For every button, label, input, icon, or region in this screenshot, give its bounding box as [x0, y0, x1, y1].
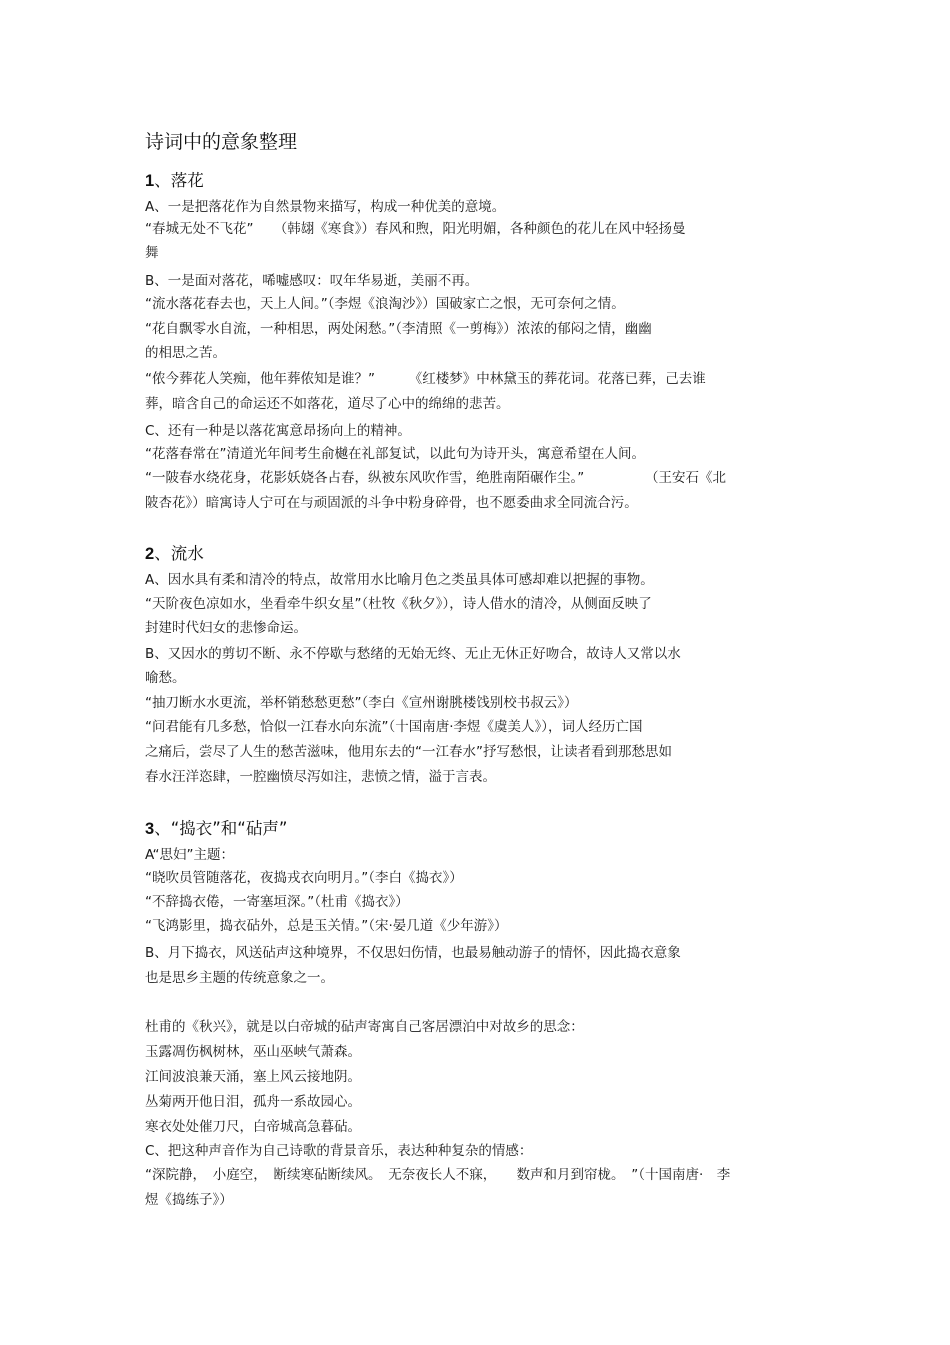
text-line: “流水落花春去也，天上人间。”（李煜《浪淘沙》）国破家亡之恨，无可奈何之情。: [145, 296, 625, 312]
text-line: “抽刀断水水更流，举杯销愁愁更愁”（李白《宣州谢朓楼饯别校书叔云》）: [145, 695, 578, 711]
text-line: B、一是面对落花，唏嘘感叹：叹年华易逝，美丽不再。: [145, 273, 479, 289]
text-line: “花落春常在”清道光年间考生俞樾在礼部复试，以此句为诗开头，寓意希望在人间。: [145, 446, 645, 462]
text-line: 煜《捣练子》）: [145, 1192, 233, 1208]
text-line: “不辞捣衣倦，一寄塞垣深。”（杜甫《捣衣》）: [145, 894, 409, 910]
text-line: 陂杏花》）暗寓诗人宁可在与顽固派的斗争中粉身碎骨，也不愿委曲求全同流合污。: [145, 495, 638, 511]
poem-line: 丛菊两开他日泪，孤舟一系故园心。: [145, 1094, 361, 1110]
text-line: “花自飘零水自流，一种相思，两处闲愁。”（李清照《一剪梅》）浓浓的郁闷之情，幽幽: [145, 321, 652, 337]
text-line: 喻愁。: [145, 670, 186, 686]
text-line: “春城无处不飞花” （韩翃《寒食》）春风和煦，阳光明媚，各种颜色的花儿在风中轻扬曼: [145, 221, 686, 237]
poem-line: 玉露凋伤枫树林，巫山巫峡气萧森。: [145, 1044, 361, 1060]
text-line: 春水汪洋恣肆，一腔幽愤尽泻如注，悲愤之情，溢于言表。: [145, 769, 496, 785]
section-heading-1: [145, 170, 204, 192]
text-line: “侬今葬花人笑痴，他年葬侬知是谁？” 《红楼梦》中林黛玉的葬花词。花落已葬，己去谁: [145, 371, 706, 387]
text-line: “深院静， 小庭空， 断续寒砧断续风。 无奈夜长人不寐， 数声和月到帘栊。 ”（十国南唐· 李: [145, 1167, 731, 1183]
text-line: B、又因水的剪切不断、永不停歇与愁绪的无始无终、无止无休正好吻合，故诗人又常以水: [145, 646, 681, 662]
poem-line: 寒衣处处催刀尺，白帝城高急暮砧。: [145, 1119, 361, 1135]
section-number: 1: [145, 172, 155, 190]
text-line: 的相思之苦。: [145, 345, 226, 361]
text-line: “一陂春水绕花身，花影妖娆各占春，纵被东风吹作雪，绝胜南陌碾作尘。” （王安石《北: [145, 470, 726, 486]
text-line: 杜甫的《秋兴》，就是以白帝城的砧声寄寓自己客居漂泊中对故乡的思念：: [145, 1019, 584, 1035]
text-line: 封建时代妇女的悲惨命运。: [145, 620, 307, 636]
section-number: 3: [145, 820, 155, 838]
section-heading-2: [145, 543, 204, 565]
section-title: 、流水: [154, 544, 204, 563]
text-line: “问君能有几多愁，恰似一江春水向东流”（十国南唐·李煜《虞美人》），词人经历亡国: [145, 719, 643, 735]
text-line: C、还有一种是以落花寓意昂扬向上的精神。: [145, 423, 411, 439]
section-heading-3: [145, 818, 287, 840]
text-line: “飞鸿影里，捣衣砧外，总是玉关情。”（宋·晏几道《少年游》）: [145, 918, 508, 934]
text-line: 之痛后，尝尽了人生的愁苦滋味，他用东去的“一江春水”抒写愁恨，让读者看到那愁思如: [145, 744, 672, 760]
text-line: C、把这种声音作为自己诗歌的背景音乐，表达种种复杂的情感：: [145, 1143, 533, 1159]
section-title: 、“捣衣”和“砧声”: [154, 819, 288, 838]
text-line: A“思妇”主题：: [145, 847, 234, 863]
text-line: A、一是把落花作为自然景物来描写，构成一种优美的意境。: [145, 199, 506, 215]
text-line: 也是思乡主题的传统意象之一。: [145, 970, 334, 986]
poem-line: 江间波浪兼天涌，塞上风云接地阴。: [145, 1069, 361, 1085]
text-line: 舞: [145, 245, 159, 261]
section-title: 、落花: [154, 171, 204, 190]
text-line: “天阶夜色凉如水，坐看牵牛织女星”（杜牧《秋夕》），诗人借水的清冷，从侧面反映了: [145, 596, 652, 612]
text-line: 葬，暗含自己的命运还不如落花，道尽了心中的绵绵的悲苦。: [145, 396, 510, 412]
section-number: 2: [145, 545, 155, 563]
page-title: 诗词中的意象整理: [145, 131, 298, 153]
text-line: B、月下捣衣，风送砧声这种境界，不仅思妇伤情，也最易触动游子的情怀，因此捣衣意象: [145, 945, 681, 961]
text-line: A、因水具有柔和清冷的特点，故常用水比喻月色之类虽具体可感却难以把握的事物。: [145, 572, 654, 588]
text-line: “晓吹员管随落花，夜捣戎衣向明月。”（李白《捣衣》）: [145, 870, 463, 886]
